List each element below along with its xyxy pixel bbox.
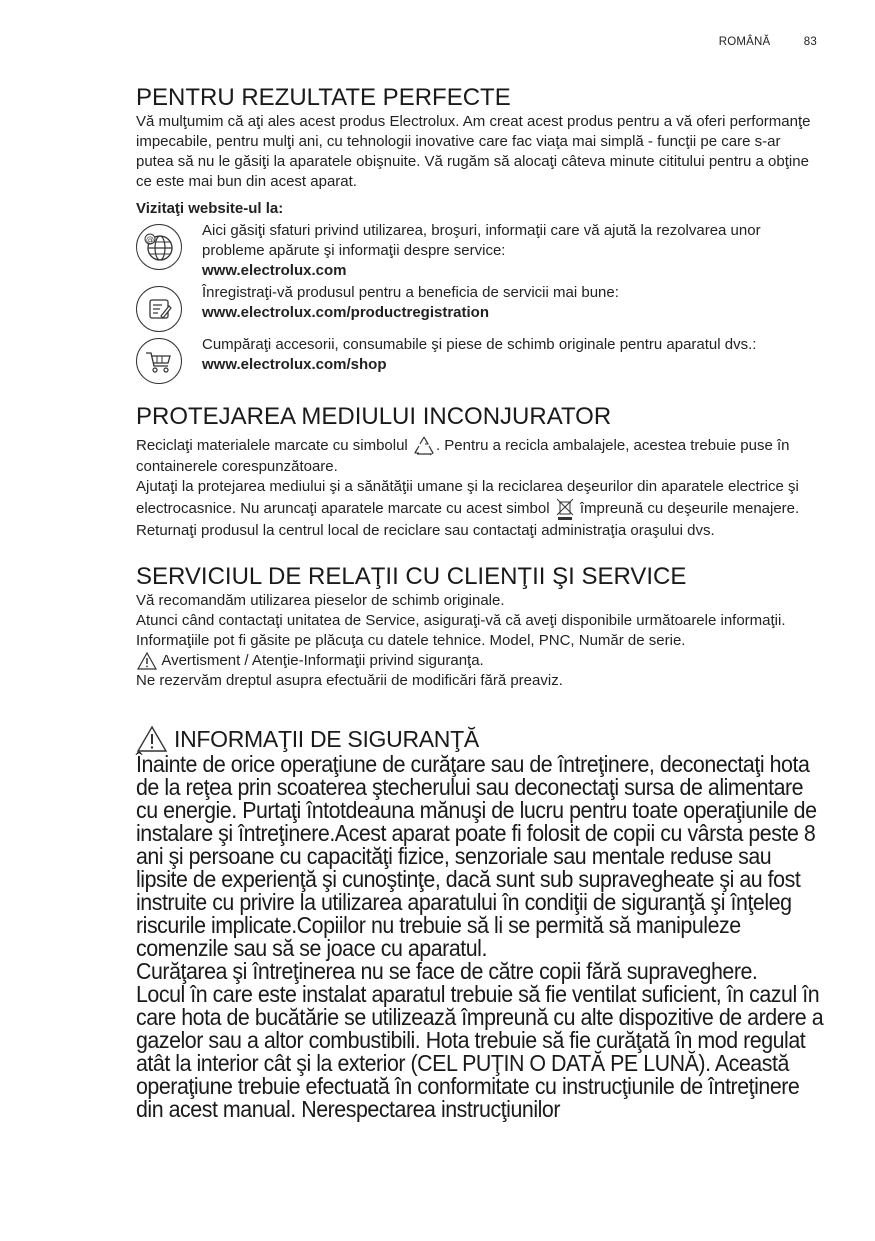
section-title: SERVICIUL DE RELAŢII CU CLIENŢII ŞI SERVICE [136,563,687,590]
language-label: ROMÂNĂ [718,36,771,48]
link-row-registration [136,283,818,333]
intro-text: Vă mulţumim că aţi ales acest produs Electrolux. Am creat acest produs pentru a vă oferi performanţe impecabile, pentru mulţi ani, cu tehnologii inovative care fac viaţa mai simplă - funcţii pe care s-ar putea să nu le găsiţi la aparatele obişnuite. Vă rugăm să alocaţi câteva minute cititului pentru a obţine ce este mai bun din acest aparat. [136,113,811,190]
link-row-shop [136,335,818,385]
warning-icon [136,725,168,753]
visit-label: Vizitaţi website-ul la: [136,200,284,217]
weee-text-b: împreună cu deşeurile menajere. Returnaţi produsul la centrul local de reciclare sau contactaţi administraţia oraşului dvs. [136,499,800,539]
section-title: PROTEJAREA MEDIULUI INCONJURATOR [136,403,612,430]
safety-body [136,753,824,1121]
warning-icon [136,651,158,671]
page-number: 83 [803,36,817,48]
page-content [136,84,824,1123]
registration-icon [136,286,182,332]
safety-paragraph: Locul în care este instalat aparatul trebuie să fie ventilat suficient, în cazul în care hota de bucătărie se utilizează împreună cu alte dispozitive de ardere a gazelor sau a altor combustibili. Hota trebuie să fie curăţată în mod regulat atât la interior cât şi la exterior (CEL PUŢIN O DATĂ PE LUNĂ). Această operaţiune trebuie efectuată în conformitate cu instrucţiunile de întreţinere din acest manual. Nerespectarea instrucţiunilor [136,981,824,1123]
svg-text:@: @ [146,235,154,244]
section-safety [136,725,824,1123]
weee-paragraph [136,477,818,541]
link-description: Cumpăraţi accesorii, consumabile şi piese de schimb originale pentru aparatul dvs.: [202,336,757,353]
link-description: Aici găsiţi sfaturi privind utilizarea, broşuri, informaţii care vă ajută la rezolvarea unor probleme apărute şi informaţii despre service: [202,222,761,259]
service-line: Atunci când contactaţi unitatea de Service, asiguraţi-vă că aveţi disponibile următoarele informaţii. [136,612,786,629]
globe-icon [136,224,182,270]
safety-paragraph: Curăţarea şi întreţinerea nu se face de către copii fără supraveghere. [136,958,758,985]
section-title [136,725,818,753]
link-row-website [136,221,818,281]
safety-paragraph: Înainte de orice operaţiune de curăţare sau de întreţinere, deconectaţi hota de la reţea prin scoaterea ştecherului sau deconectaţi sursa de alimentare cu energie. Purtaţi întotdeauna mănuşi de lucru pentru toate operaţiunile de instalare şi întreţinere.Acest aparat poate fi folosit de copii cu vârsta peste 8 ani şi persoane cu capacităţi fizice, senzoriale sau mentale reduse sau lipsite de experienţă şi cunoştinţe, dacă sunt sub supravegheate şi au fost instruite cu privire la utilizarea aparatului în condiţii de siguranţă şi înţeleg riscurile implicate.Copiilor nu trebuie să li se permită să manipuleze comenzile sau să se joace cu aparatul. [136,751,817,962]
section-customer-service [136,563,818,691]
link-description: Înregistraţi-vă produsul pentru a beneficia de servicii mai bune: [202,284,619,301]
recycle-text-a: Reciclaţi materialele marcate cu simbolul [136,436,408,454]
section-title: PENTRU REZULTATE PERFECTE [136,84,511,111]
service-line: Vă recomandăm utilizarea pieselor de schimb originale. [136,592,505,609]
registration-link[interactable]: www.electrolux.com/productregistration [202,304,489,321]
safety-title-text: INFORMAŢII DE SIGURANŢĂ [174,726,479,753]
section-perfect-results [136,84,818,385]
warning-text: Avertisment / Atenţie-Informaţii privind siguranţa. [161,652,484,669]
warning-line [136,651,818,671]
service-line: Ne rezervăm dreptul asupra efectuării de modificări fără preaviz. [136,672,563,690]
recycle-text-b: . Pentru a recicla ambalajele, acestea trebuie puse în containerele corespunzătoare. [136,436,790,475]
shop-link[interactable]: www.electrolux.com/shop [202,356,387,373]
weee-text-a: Ajutaţi la protejarea mediului şi a sănătăţii umane şi la reciclarea deşeurilor din aparatele electrice şi electrocasnice. Nu aruncaţi aparatele marcate cu acest simbol [136,478,799,517]
shopping-cart-icon [136,338,182,384]
crossed-bin-icon [554,497,576,521]
service-line: Informaţiile pot fi găsite pe plăcuţa cu datele tehnice. Model, PNC, Număr de serie. [136,632,686,649]
page-header [719,36,817,48]
section-environment [136,403,818,541]
website-link[interactable]: www.electrolux.com [202,262,347,279]
recycle-icon [412,435,436,457]
recycle-paragraph [136,435,818,477]
